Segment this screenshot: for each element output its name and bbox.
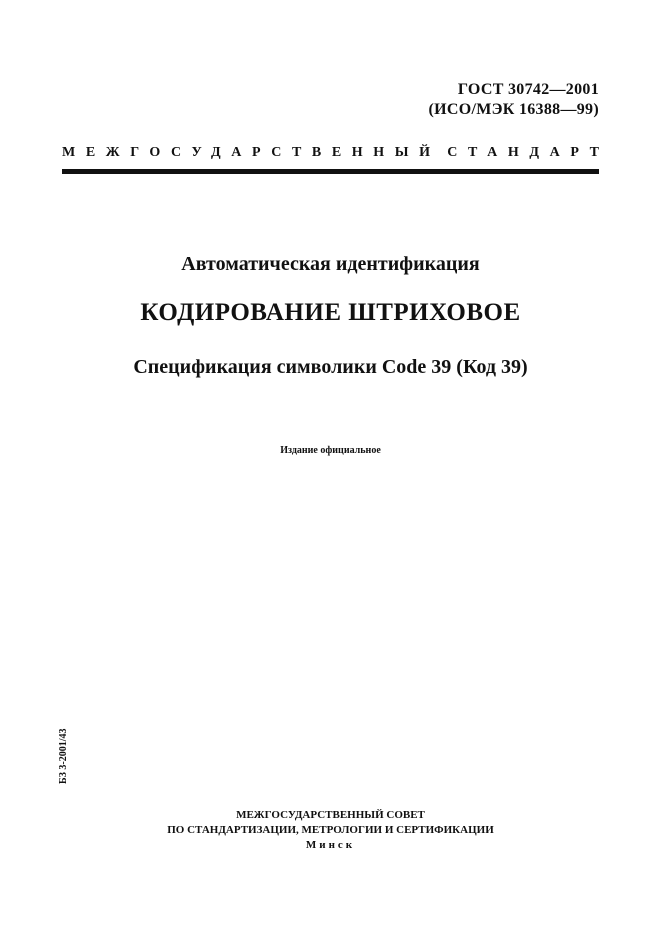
title-specification: Спецификация символики Code 39 (Код 39) xyxy=(133,356,528,378)
footer-council-scope: ПО СТАНДАРТИЗАЦИИ, МЕТРОЛОГИИ И СЕРТИФИКАЦИИ xyxy=(167,824,494,836)
title-subject: Автоматическая идентификация xyxy=(181,253,480,275)
standard-code-block xyxy=(428,80,599,120)
iso-code: (ИСО/МЭК 16388—99) xyxy=(428,101,599,118)
side-publication-code: БЗ 3-2001/43 xyxy=(58,728,69,784)
standard-code: ГОСТ 30742—2001 xyxy=(457,81,599,98)
header-word-standard: СТАНДАРТ xyxy=(447,145,610,160)
header-word-interstate: МЕЖГОСУДАРСТВЕННЫЙ xyxy=(62,145,441,160)
footer-city: Минск xyxy=(305,839,356,851)
title-main: КОДИРОВАНИЕ ШТРИХОВОЕ xyxy=(140,299,521,326)
interstate-standard-header xyxy=(62,144,610,162)
footer-council: МЕЖГОСУДАРСТВЕННЫЙ СОВЕТ xyxy=(236,809,425,821)
publisher-footer xyxy=(0,808,661,853)
edition-label: Издание официальное xyxy=(280,445,381,456)
header-rule xyxy=(62,169,599,174)
